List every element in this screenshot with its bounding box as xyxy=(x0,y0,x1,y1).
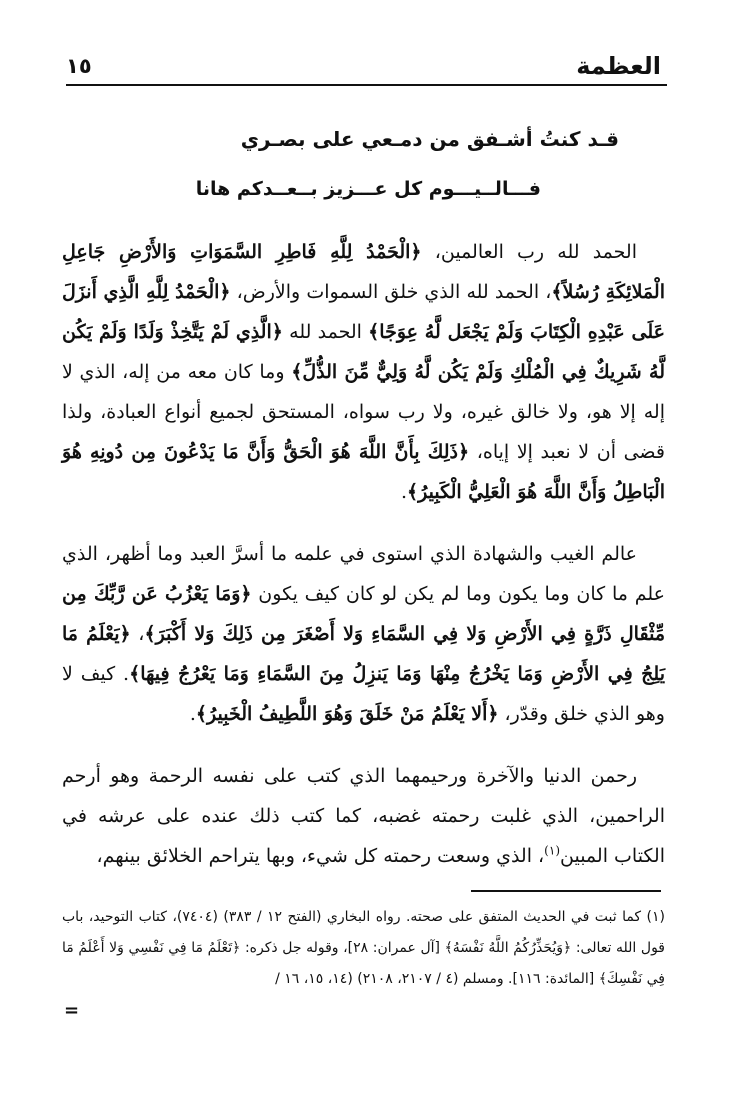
body-text-segment: الحمد لله رب العالمين، xyxy=(421,241,638,263)
footnote: (١) كما ثبت في الحديث المتفق على صحته. رواه البخاري (الفتح ١٢ / ٣٨٣) (٧٤٠٤)، كتاب التوحيد، باب قول الله تعالى: ﴿وَيُحَذِّرُكُمُ اللَّهُ نَفْسَهُ﴾ [آل عمران: ٢٨]، وقوله جل ذكره: ﴿تَعْلَمُ مَا فِي نَفْسِي وَلا أَعْلَمُ مَا فِي نَفْسِكَ﴾ [المائدة: ١١٦]. ومسلم (٤ / ٢١٠٧، ٢١٠٨) (١٤، ١٥، ١٦ / xyxy=(62,909,665,987)
quran-verse: ﴿ذَلِكَ بِأَنَّ اللَّهَ هُوَ الْحَقُّ وَأَنَّ مَا يَدْعُونَ مِن دُونِهِ هُوَ الْبَاطِلُ وَأَنَّ اللَّهَ هُوَ الْعَلِيُّ الْكَبِيرُ﴾ xyxy=(62,441,665,503)
body-text-segment: الحمد لله xyxy=(282,321,369,343)
body-text-segment: . xyxy=(400,481,408,503)
footnote-divider xyxy=(471,890,661,892)
poem-verse-1: قـد كنتُ أشـفق من دمـعي على بصـري xyxy=(240,127,619,151)
quran-verse: ﴿يَعْلَمُ مَا يَلِجُ فِي الأَرْضِ وَمَا يَخْرُجُ مِنْهَا وَمَا يَنزِلُ مِنَ السَّمَاءِ وَمَا يَعْرُجُ فِيهَا﴾ xyxy=(62,623,665,685)
body-text-segment: وما كان معه من إله، الذي لا إله إلا هو، ولا خالق غيره، ولا رب سواه، المستحق لجميع أنواع العبادة، ولذا قضى أن لا نعبد إلا إياه، xyxy=(62,361,665,463)
poem-verse-2: فـــالــيـــوم كل عـــزيز بــعــدكم هانا xyxy=(195,178,541,200)
body-text-segment: ، الذي وسعت رحمته كل شيء، وبها يتراحم الخلائق بينهم، xyxy=(96,845,545,867)
body-text-segment: ، الحمد لله الذي خلق السموات والأرض، xyxy=(230,281,552,303)
header-divider xyxy=(66,84,667,86)
paragraph xyxy=(62,232,665,512)
body-text-segment: رحمن الدنيا والآخرة ورحيمهما الذي كتب على نفسه الرحمة وهو أرحم الراحمين، الذي غلبت رحمته غضبه، كما كتب ذلك عنده على عرشه في الكتاب المبين xyxy=(62,765,665,867)
running-title: العظمة xyxy=(576,52,661,80)
quran-verse: ﴿أَلا يَعْلَمُ مَنْ خَلَقَ وَهُوَ اللَّطِيفُ الْخَبِيرُ﴾ xyxy=(195,703,499,725)
footnote-continuation-mark: = xyxy=(64,1000,80,1021)
paragraph xyxy=(62,534,665,734)
body-text xyxy=(62,232,665,898)
quran-verse: ﴿الْحَمْدُ لِلَّهِ فَاطِرِ السَّمَوَاتِ وَالأَرْضِ جَاعِلِ الْمَلائِكَةِ رُسُلاً﴾ xyxy=(62,241,665,303)
footnote-reference: (١) xyxy=(544,843,560,858)
quran-verse: ﴿وَمَا يَعْزُبُ عَن رَّبِّكَ مِن مِّثْقَالِ ذَرَّةٍ فِي الأَرْضِ وَلا فِي السَّمَاءِ وَلا أَصْغَرَ مِن ذَلِكَ وَلا أَكْبَرَ﴾ xyxy=(62,583,665,645)
body-text-segment: . كيف لا وهو الذي خلق وقدّر، xyxy=(62,663,665,725)
body-text-segment: عالم الغيب والشهادة الذي استوى في علمه ما أسرَّ العبد وما أظهر، الذي علم ما كان وما يكون وما لم يكن لو كان كيف يكون xyxy=(62,543,665,605)
page-header xyxy=(66,48,661,84)
quran-verse: ﴿الَّذِي لَمْ يَتَّخِذْ وَلَدًا وَلَمْ يَكُن لَّهُ شَرِيكٌ فِي الْمُلْكِ وَلَمْ يَكُن لَّهُ وَلِيٌّ مِّنَ الذُّلِّ﴾ xyxy=(62,321,665,383)
page-number: ١٥ xyxy=(66,54,92,78)
quran-verse: ﴿الْحَمْدُ لِلَّهِ الَّذِي أَنزَلَ عَلَى عَبْدِهِ الْكِتَابَ وَلَمْ يَجْعَل لَّهُ عِوَجًا﴾ xyxy=(62,281,665,343)
paragraph xyxy=(62,756,665,876)
body-text-segment: . xyxy=(189,703,196,725)
body-text-segment: ، xyxy=(130,623,145,645)
